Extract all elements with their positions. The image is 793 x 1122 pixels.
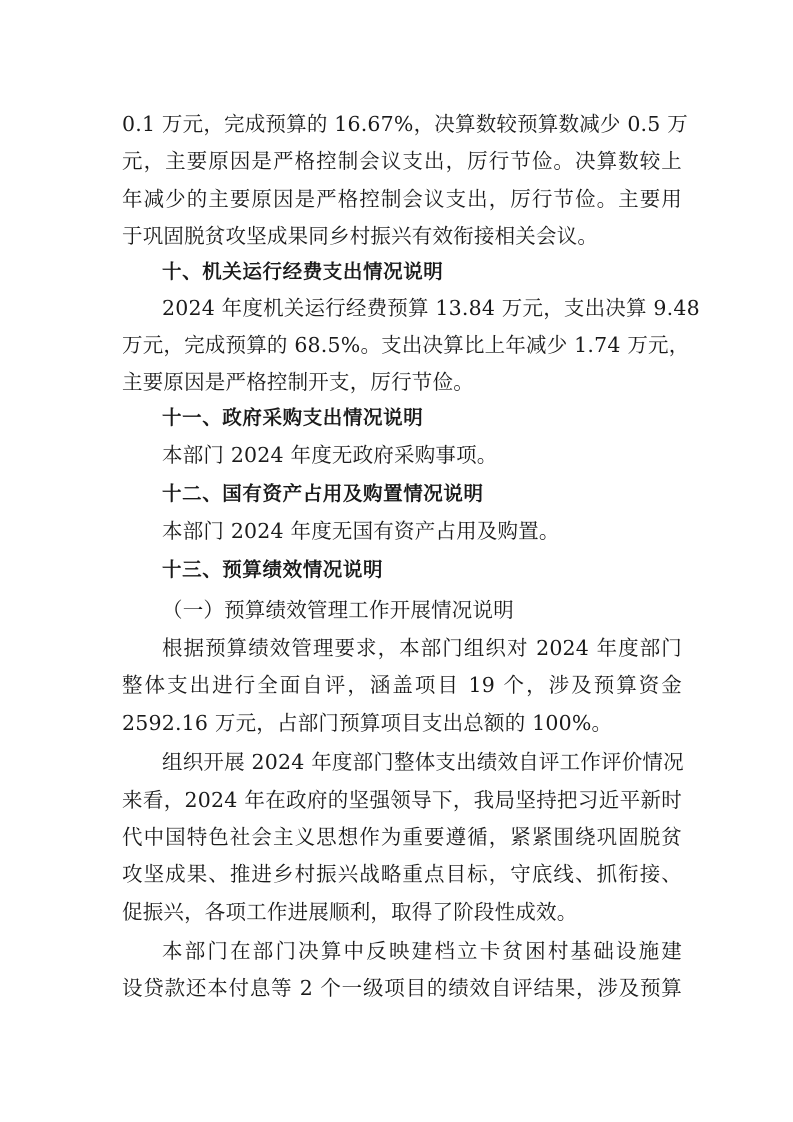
- paragraph-line: 代中国特色社会主义思想作为重要遵循，紧紧围绕巩固脱贫: [122, 825, 682, 849]
- paragraph-line: 年减少的主要原因是严格控制会议支出，厉行节俭。主要用: [122, 187, 682, 211]
- paragraph-line: 主要原因是严格控制开支，厉行节俭。: [122, 370, 474, 394]
- paragraph-line: 根据预算绩效管理要求，本部门组织对 2024 年度部门: [162, 636, 682, 660]
- paragraph-line: 攻坚成果、推进乡村振兴战略重点目标，守底线、抓衔接、: [122, 862, 682, 886]
- paragraph-line: 0.1 万元，完成预算的 16.67%，决算数较预算数减少 0.5 万: [122, 112, 688, 136]
- subsection-heading: （一）预算绩效管理工作开展情况说明: [162, 598, 514, 622]
- paragraph-line: 本部门 2024 年度无政府采购事项。: [162, 443, 498, 467]
- paragraph-line: 整体支出进行全面自评，涵盖项目 19 个，涉及预算资金: [122, 673, 682, 697]
- paragraph-line: 促振兴，各项工作进展顺利，取得了阶段性成效。: [122, 900, 578, 924]
- paragraph-line: 本部门 2024 年度无国有资产占用及购置。: [162, 519, 560, 543]
- paragraph-line: 万元，完成预算的 68.5%。支出决算比上年减少 1.74 万元，: [122, 333, 690, 357]
- paragraph-line: 于巩固脱贫攻坚成果同乡村振兴有效衔接相关会议。: [122, 224, 599, 248]
- section-heading-11: 十一、政府采购支出情况说明: [162, 406, 424, 429]
- section-heading-10: 十、机关运行经费支出情况说明: [162, 260, 444, 283]
- paragraph-line: 本部门在部门决算中反映建档立卡贫困村基础设施建: [162, 939, 682, 963]
- paragraph-line: 2024 年度机关运行经费预算 13.84 万元，支出决算 9.48: [162, 296, 700, 320]
- paragraph-line: 组织开展 2024 年度部门整体支出绩效自评工作评价情况: [162, 750, 684, 774]
- paragraph-line: 来看，2024 年在政府的坚强领导下，我局坚持把习近平新时: [122, 788, 682, 812]
- paragraph-line: 2592.16 万元，占部门预算项目支出总额的 100%。: [122, 711, 613, 735]
- section-heading-12: 十二、国有资产占用及购置情况说明: [162, 482, 484, 505]
- paragraph-line: 元，主要原因是严格控制会议支出，厉行节俭。决算数较上: [122, 149, 682, 173]
- section-heading-13: 十三、预算绩效情况说明: [162, 558, 384, 581]
- paragraph-line: 设贷款还本付息等 2 个一级项目的绩效自评结果，涉及预算: [122, 976, 682, 1000]
